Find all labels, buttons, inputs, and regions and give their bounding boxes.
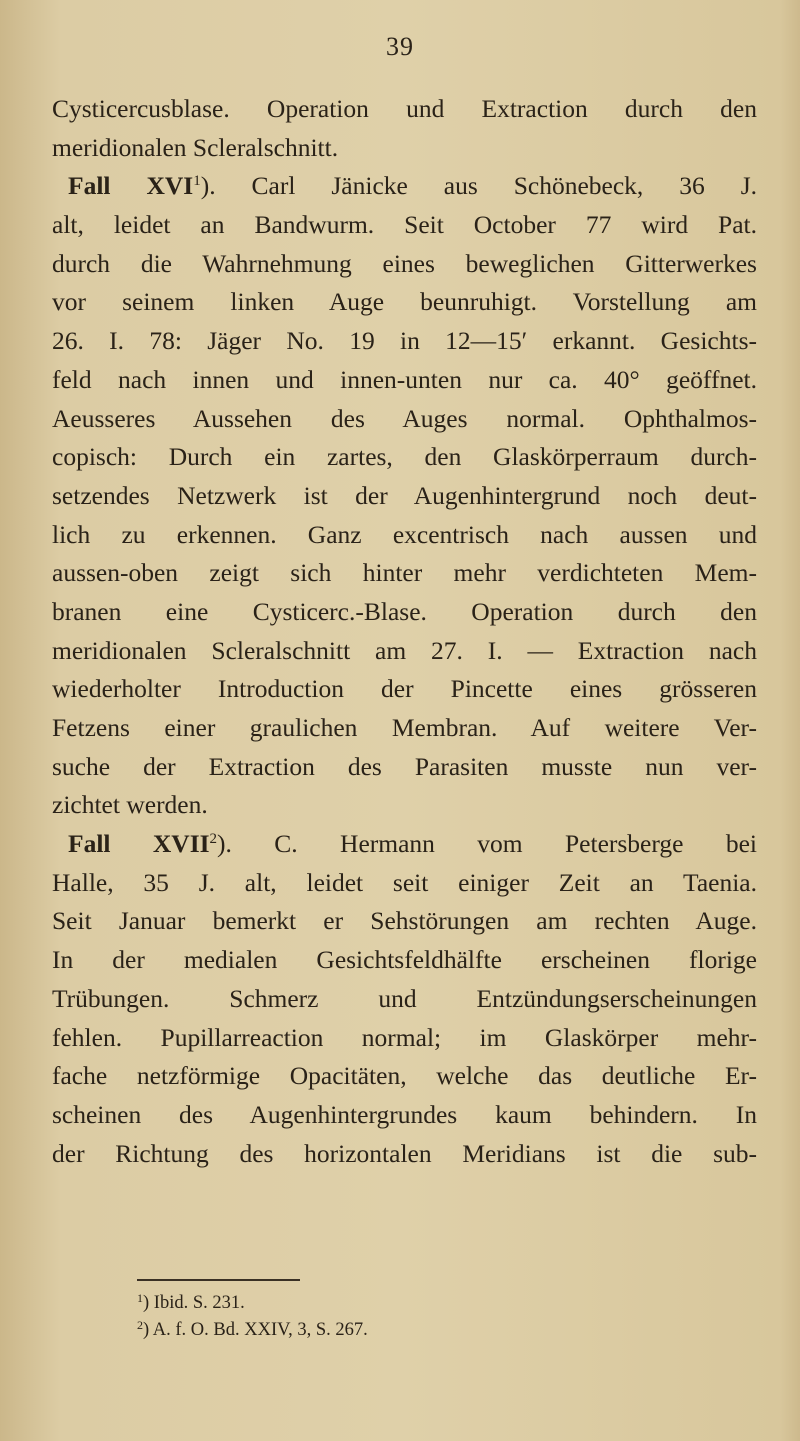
footnote-text: ) Ibid. S. 231. — [143, 1293, 245, 1313]
text-line — [52, 90, 757, 129]
line-text: 26. I. 78: Jäger No. 19 in 12—15′ erkannt. Gesichts- — [52, 326, 757, 356]
text-line — [52, 1019, 757, 1058]
text-line — [52, 438, 757, 477]
line-text: Seit Januar bemerkt er Sehstörungen am rechten Auge. — [52, 906, 757, 936]
line-text: alt, leidet an Bandwurm. Seit October 77 wird Pat. — [52, 210, 757, 240]
text-line — [52, 593, 757, 632]
line-text: Aeusseres Aussehen des Auges normal. Ophthalmos- — [52, 403, 757, 433]
line-text: fache netzförmige Opacitäten, welche das deutliche Er- — [52, 1061, 757, 1091]
line-text: meridionalen Scleralschnitt. — [52, 132, 339, 162]
footnote-text: ) A. f. O. Bd. XXIV, 3, S. 267. — [143, 1320, 368, 1340]
footnote-mark: 1 — [137, 1291, 143, 1305]
line-text: vor seinem linken Auge beunruhigt. Vorstellung am — [52, 287, 757, 317]
line-text: feld nach innen und innen-unten nur ca. 40° geöffnet. — [52, 364, 757, 394]
line-text: fehlen. Pupillarreaction normal; im Glaskörper mehr- — [52, 1022, 757, 1052]
line-text: suche der Extraction des Parasiten musste nun ver- — [52, 751, 757, 781]
line-text: zichtet werden. — [52, 790, 208, 820]
text-line — [52, 1057, 757, 1096]
text-line — [52, 167, 757, 206]
line-text: scheinen des Augenhintergrundes kaum behindern. In — [52, 1099, 757, 1129]
line-text: Halle, 35 J. alt, leidet seit einiger Zeit an Taenia. — [52, 867, 757, 897]
footnote — [137, 1290, 368, 1317]
text-line — [52, 748, 757, 787]
line-text: setzendes Netzwerk ist der Augenhintergrund noch deut- — [52, 480, 757, 510]
line-text: copisch: Durch ein zartes, den Glaskörperraum durch- — [52, 442, 757, 472]
line-text: wiederholter Introduction der Pincette eines grösseren — [52, 674, 757, 704]
line-text: aussen-oben zeigt sich hinter mehr verdichteten Mem- — [52, 558, 757, 588]
text-line — [52, 516, 757, 555]
case-heading: Fall XVII — [68, 829, 210, 859]
text-line — [52, 283, 757, 322]
text-line — [52, 477, 757, 516]
line-text: Trübungen. Schmerz und Entzündungserscheinungen — [52, 983, 757, 1013]
line-text: In der medialen Gesichtsfeldhälfte erscheinen florige — [52, 945, 757, 975]
text-line — [52, 902, 757, 941]
footnotes — [137, 1290, 368, 1344]
text-line — [52, 825, 757, 864]
footnote-rule — [137, 1279, 300, 1281]
text-line — [52, 941, 757, 980]
line-text: meridionalen Scleralschnitt am 27. I. — Extraction nach — [52, 635, 757, 665]
line-text: branen eine Cysticerc.-Blase. Operation durch den — [52, 596, 757, 626]
text-line — [52, 670, 757, 709]
body-text — [52, 90, 757, 1173]
text-line — [52, 786, 757, 825]
footnote — [137, 1317, 368, 1344]
line-text: Fetzens einer graulichen Membran. Auf weitere Ver- — [52, 713, 757, 742]
text-line — [52, 1135, 757, 1174]
text-line — [52, 129, 757, 168]
case-heading: Fall XVI — [68, 171, 194, 201]
text-line — [52, 554, 757, 593]
text-line — [52, 864, 757, 903]
text-line — [52, 980, 757, 1019]
text-line — [52, 361, 757, 400]
line-text: ). Carl Jänicke aus Schönebeck, 36 J. — [200, 171, 757, 201]
line-text: durch die Wahrnehmung eines beweglichen Gitterwerkes — [52, 248, 757, 278]
text-line — [52, 245, 757, 284]
footnote-mark: 2 — [137, 1318, 143, 1332]
line-text: der Richtung des horizontalen Meridians ist die sub- — [52, 1138, 757, 1168]
line-text: ). C. Hermann vom Petersberge bei — [217, 829, 757, 859]
text-line — [52, 1096, 757, 1135]
line-text: lich zu erkennen. Ganz excentrisch nach aussen und — [52, 519, 757, 549]
footnote-marker: 2 — [209, 831, 218, 848]
text-line — [52, 632, 757, 671]
text-line — [52, 322, 757, 361]
line-text: Cysticercusblase. Operation und Extraction durch den — [52, 94, 757, 123]
text-line — [52, 709, 757, 748]
footnote-marker: 1 — [193, 173, 201, 190]
text-line — [52, 400, 757, 439]
page-number: 39 — [386, 32, 414, 61]
text-line — [52, 206, 757, 245]
